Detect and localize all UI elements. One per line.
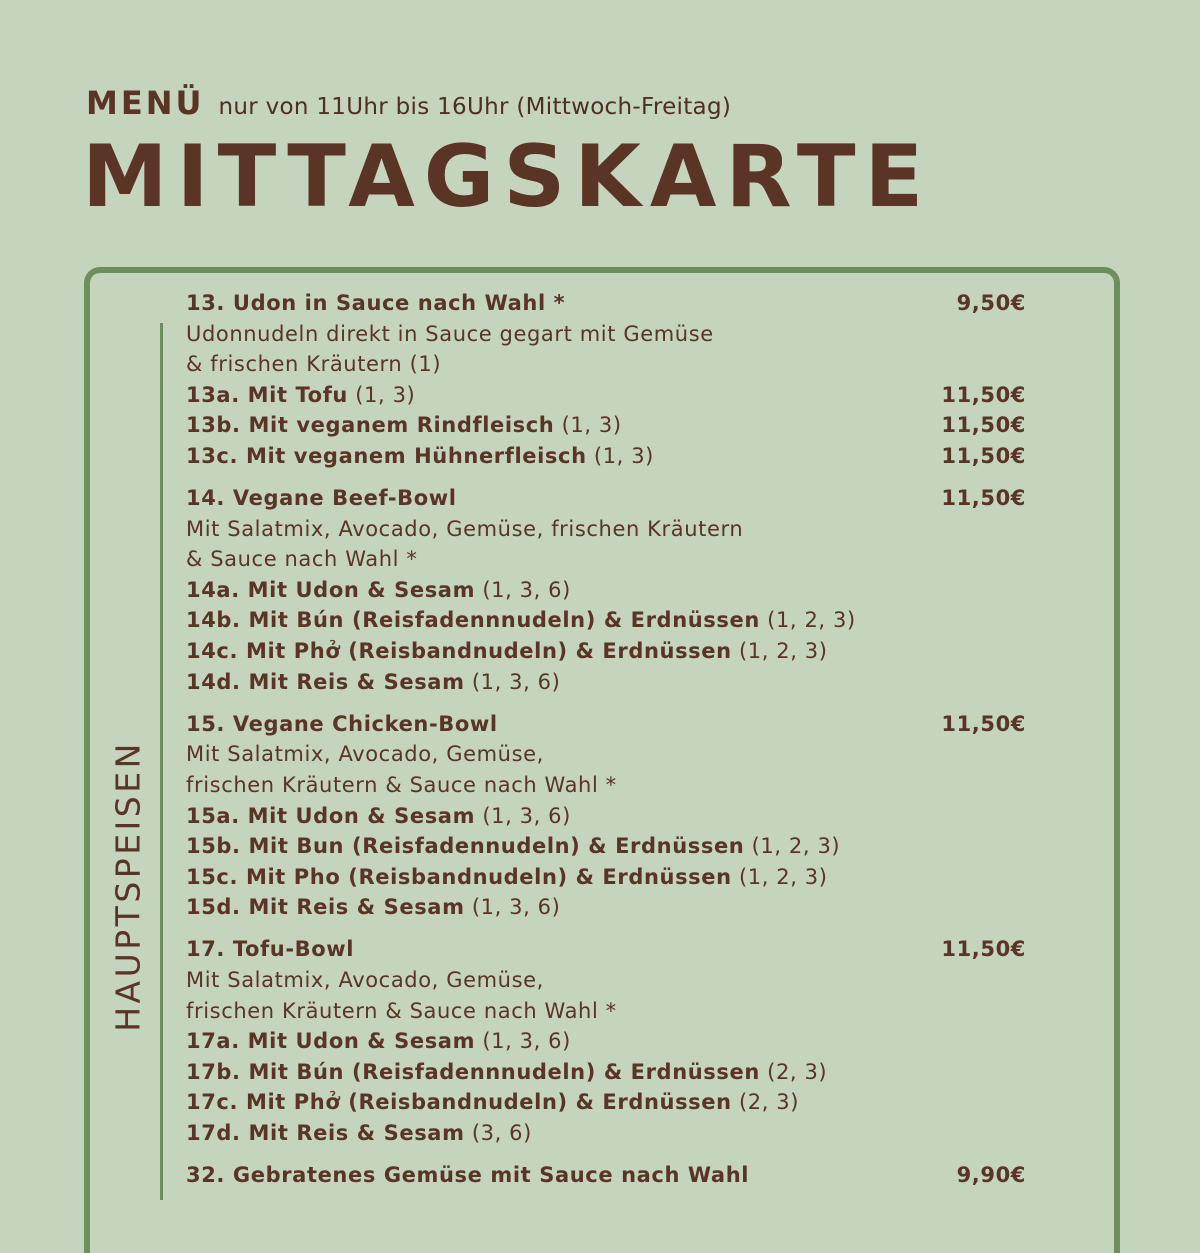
menu-item-row [186,288,1026,319]
menu-option-name: 17a. Mit Udon & Sesam [186,1029,476,1054]
menu-option-allergens: (1, 2, 3) [738,864,828,889]
section-label: HAUPTSPEISEN [108,740,148,1032]
menu-option-row [186,1057,1026,1088]
menu-option-name: 13c. Mit veganem Hühnerfleisch [186,443,587,468]
menu-item-description: Udonnudeln direkt in Sauce gegart mit Gemüse [186,321,714,346]
menu-option-name: 14b. Mit Bún (Reisfadennnudeln) & Erdnüssen [186,608,760,633]
menu-option-name: 15d. Mit Reis & Sesam [186,895,465,920]
page-title: MITTAGSKARTE [82,127,933,227]
menu-item-price: 11,50€ [941,711,1026,736]
menu-option-allergens: (1, 3, 6) [471,669,561,694]
menu-option-allergens: (2, 3) [767,1059,828,1084]
menu-item-title: 15. Vegane Chicken-Bowl [186,711,498,736]
menu-option-row [186,441,1026,472]
menu-option-name: 17d. Mit Reis & Sesam [186,1120,465,1145]
menu-option-label [186,1057,827,1088]
menu-header [86,84,731,122]
menu-option-row [186,410,1026,441]
menu-option-name: 17c. Mit Phở (Reisbandnudeln) & Erdnüssen [186,1090,732,1115]
menu-option-allergens: (1, 3) [561,413,622,438]
menu-item-group [186,934,1026,1148]
menu-option-name: 13a. Mit Tofu [186,382,348,407]
menu-option-allergens: (1, 3) [593,443,654,468]
menu-option-row [186,636,1026,667]
menu-option-row [186,575,1026,606]
menu-item-description: frischen Kräutern & Sauce nach Wahl * [186,772,617,797]
menu-option-label [186,410,622,441]
menu-option-name: 13b. Mit veganem Rindfleisch [186,413,555,438]
menu-option-row [186,380,1026,411]
menu-option-label [186,831,840,862]
menu-item-row [186,934,1026,965]
menu-item-description: frischen Kräutern & Sauce nach Wahl * [186,998,617,1023]
menu-option-row [186,667,1026,698]
menu-item-group [186,288,1026,472]
menu-item-price: 9,90€ [956,1163,1026,1188]
menu-option-row [186,862,1026,893]
menu-option-label [186,1118,532,1149]
opening-hours: nur von 11Uhr bis 16Uhr (Mittwoch-Freitag) [218,94,732,120]
menu-option-label [186,801,571,832]
menu-option-label [186,441,654,472]
menu-option-name: 15c. Mit Pho (Reisbandnudeln) & Erdnüssen [186,864,732,889]
menu-option-label [186,1087,799,1118]
section-divider [160,323,163,1200]
menu-option-allergens: (1, 2, 3) [767,608,856,633]
menu-option-name: 14a. Mit Udon & Sesam [186,577,476,602]
menu-item-description: Mit Salatmix, Avocado, Gemüse, frischen Kräutern [186,516,744,541]
menu-option-allergens: (1, 3, 6) [482,803,571,828]
menu-option-name: 14d. Mit Reis & Sesam [186,669,465,694]
menu-item-description: Mit Salatmix, Avocado, Gemüse, [186,742,544,767]
menu-option-allergens: (1, 3, 6) [482,1029,571,1054]
menu-option-name: 15a. Mit Udon & Sesam [186,803,476,828]
menu-item-title: 13. Udon in Sauce nach Wahl * [186,291,566,315]
menu-option-row [186,1118,1026,1149]
menu-option-label [186,862,828,893]
menu-option-label [186,380,415,411]
menu-option-price: 11,50€ [941,413,1026,438]
menu-option-label [186,575,571,606]
menu-item-row [186,1160,1026,1191]
menu-option-allergens: (1, 3) [355,382,416,407]
menu-option-row [186,892,1026,923]
menu-word: MENÜ [86,84,205,122]
menu-list [186,288,1026,1191]
menu-item-price: 11,50€ [941,486,1026,511]
menu-item-row [186,483,1026,514]
menu-option-name: 14c. Mit Phở (Reisbandnudeln) & Erdnüssen [186,639,732,664]
menu-option-label [186,892,560,923]
menu-item-row [186,709,1026,740]
menu-option-name: 17b. Mit Bún (Reisfadennnudeln) & Erdnüssen [186,1059,760,1084]
menu-option-row [186,605,1026,636]
menu-option-allergens: (1, 2, 3) [738,639,828,664]
menu-item-description: & frischen Kräutern (1) [186,352,442,377]
menu-option-label [186,605,856,636]
menu-item-title: 14. Vegane Beef-Bowl [186,486,457,511]
menu-option-allergens: (1, 3, 6) [482,577,571,602]
menu-item-group [186,1160,1026,1191]
menu-option-allergens: (2, 3) [738,1090,800,1115]
menu-option-row [186,1026,1026,1057]
menu-option-label [186,667,560,698]
menu-option-row [186,1087,1026,1118]
menu-item-title: 17. Tofu-Bowl [186,937,355,962]
menu-item-description: Mit Salatmix, Avocado, Gemüse, [186,967,544,992]
menu-item-price: 11,50€ [941,937,1026,962]
menu-item-group [186,709,1026,923]
menu-option-allergens: (3, 6) [471,1120,532,1145]
menu-item-title: 32. Gebratenes Gemüse mit Sauce nach Wahl [186,1163,750,1188]
menu-option-row [186,831,1026,862]
menu-option-price: 11,50€ [941,382,1026,407]
menu-item-description: & Sauce nach Wahl * [186,547,418,572]
menu-option-row [186,801,1026,832]
menu-option-allergens: (1, 2, 3) [751,834,841,859]
menu-option-price: 11,50€ [941,443,1026,468]
menu-option-label [186,636,828,667]
menu-option-label [186,1026,571,1057]
menu-option-allergens: (1, 3, 6) [471,895,561,920]
menu-item-price: 9,50€ [956,291,1026,315]
menu-item-group [186,483,1026,697]
menu-option-name: 15b. Mit Bun (Reisfadennudeln) & Erdnüssen [186,834,745,859]
